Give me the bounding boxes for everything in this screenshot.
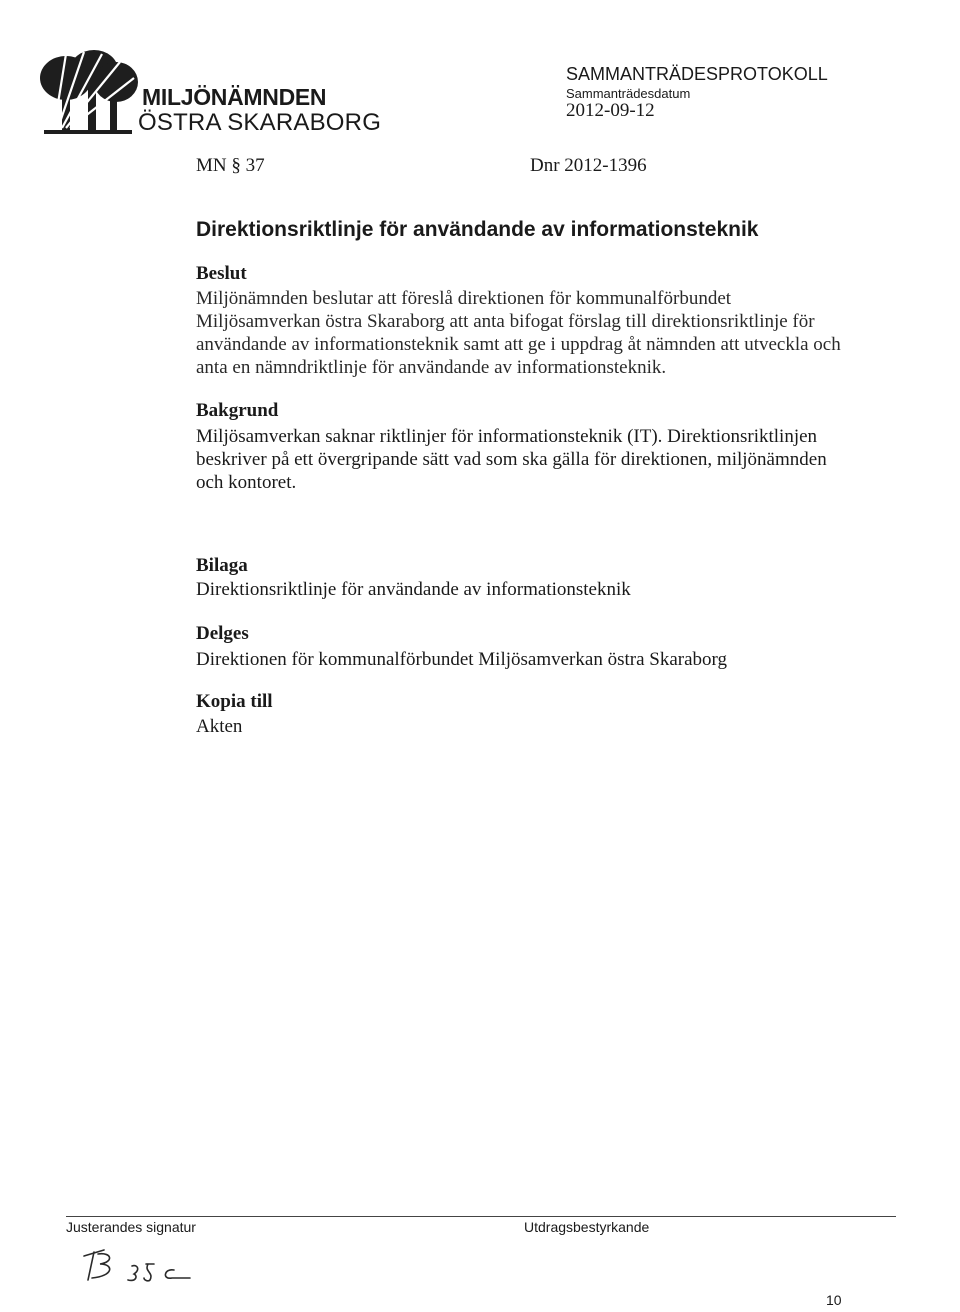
section-body-bakgrund: Miljösamverkan saknar riktlinjer för informationsteknik (IT). Direktionsriktlinjen beskriver på ett övergripande sätt vad som ska gälla för direktionen, miljönämnden och kontoret. — [196, 426, 827, 493]
org-logo — [36, 48, 140, 138]
page-number: 10 — [826, 1292, 842, 1308]
meeting-date: 2012-09-12 — [566, 100, 655, 121]
section-body-delges: Direktionen för kommunalförbundet Miljösamverkan östra Skaraborg — [196, 649, 727, 670]
org-subname: ÖSTRA SKARABORG — [138, 109, 382, 136]
footer-divider — [66, 1216, 896, 1217]
document-title: Direktionsriktlinje för användande av informationsteknik — [196, 218, 759, 241]
diary-number: Dnr 2012-1396 — [530, 155, 647, 176]
section-heading-bilaga: Bilaga — [196, 555, 248, 576]
document-type: SAMMANTRÄDESPROTOKOLL — [566, 64, 828, 84]
section-heading-delges: Delges — [196, 623, 249, 644]
extract-label: Utdragsbestyrkande — [524, 1219, 650, 1235]
section-heading-kopia: Kopia till — [196, 691, 273, 712]
section-heading-bakgrund: Bakgrund — [196, 400, 279, 421]
section-body-kopia: Akten — [196, 716, 243, 737]
handwritten-signature — [78, 1240, 208, 1286]
section-reference: MN § 37 — [196, 155, 265, 176]
signature-label: Justerandes signatur — [66, 1219, 196, 1235]
section-body-bilaga: Direktionsriktlinje för användande av informationsteknik — [196, 579, 631, 600]
org-name: MILJÖNÄMNDEN — [142, 84, 327, 110]
section-heading-beslut: Beslut — [196, 263, 247, 284]
date-label: Sammanträdesdatum — [566, 86, 691, 101]
section-body-beslut: Miljönämnden beslutar att föreslå direktionen för kommunalförbundet Miljösamverkan östra Skaraborg att anta bifogat förslag till direktionsriktlinje för användande av informationsteknik samt att ge i uppdrag åt nämnden att utveckla och anta en nämndriktlinje för användande av informationsteknik. — [196, 288, 841, 378]
